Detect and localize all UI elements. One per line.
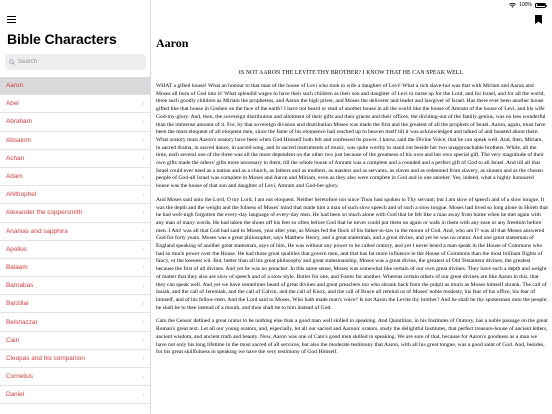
list-item-label: Daniel	[6, 391, 25, 399]
list-item-label: Abel	[6, 100, 19, 108]
list-item-label: Abraham	[6, 118, 32, 126]
article-view	[152, 0, 552, 414]
list-item-label: Alexander the coppersmith	[6, 209, 83, 217]
chevron-right-icon: ›	[142, 299, 145, 308]
chevron-right-icon: ›	[142, 263, 145, 272]
list-item[interactable]	[0, 168, 151, 186]
menu-icon[interactable]	[7, 16, 16, 23]
battery-percentage: 100%	[519, 2, 532, 8]
chevron-right-icon: ›	[142, 227, 145, 236]
chevron-right-icon: ›	[142, 245, 145, 254]
list-item-label: Ahithophel	[6, 191, 37, 199]
list-item-label: Belshazzar	[6, 318, 38, 326]
article-paragraph: And Moses said unto the Lord, O my Lord, I am not eloquent. Neither heretofore nor since Thou hast spoken to Thy servant; but I am slow of speech and of a slow tongue. It was the depth and the weight and the fulness of Moses' mind that made him a man of such slow speech and of such a slow tongue. Moses had lived so long alone in Horeb that he had well-nigh forgotten the every-day language of every-day men. He had been so much alone with God that he felt like a man away from home when he met again with any man of many words. He had taken the shoes off his feet so often before God that he never could put them on again or walk in them with any ease or any freedom before men. I Am! was all that God had said to Moses, year after year, as Moses fed the flock of his father-in-law in the mount of God. And, who am I? was all that Moses answered God for forty years. Moses was a great philosopher, says Matthew Henry, and a great statesman, and a great divine, and yet he was no orator. And one great statesman of England speaking of another great statesman, says of him, He was without any power to be called oratory, and yet I never heard a man speak in the House of Commons who had so much power over the House. He had those great qualities that govern men, and that has far more influence in the House of Commons than the most brilliant flights of fancy, or the keenest wit. But, better than all his great philosophy and great statesmanship, Moses was a great divine, the greatest of Old Testament divines; the greatest because the first of all divines. And yet he was no preacher. In this same sense, Moses was somewhat like certain of our own great divines. They have such a depth and weight of matter that they also are slow of speech and of a slow style. Butler for one, and Foster for another. Whereas certain others of our great divines are like Aaron in this, that they can speak well. And yet we have sometimes heard of great divines and great preachers too who shrank back from the pulpit as much as Moses himself shrank. The call of Isaiah, and the call of Jeremiah, and the call of Calvin, and the call of Knox, and the call of Bruce all remind us of Moses' noble modesty, his fear of his office, his fear of himself, and of his fellow-men. And the Lord said to Moses, Who hath made man's voice? Is not Aaron the Levite thy brother? And he shall be thy spokesman unto the people; he shall be to thee instead of a mouth, and thou shalt be to him instead of God.	[156, 196, 548, 311]
list-item[interactable]	[0, 313, 151, 331]
list-item-label: Absalom	[6, 136, 31, 144]
article-body	[156, 83, 548, 363]
list-item-label: Barzillai	[6, 300, 29, 308]
list-item[interactable]	[0, 223, 151, 241]
list-item[interactable]	[0, 241, 151, 259]
list-item-label: Apollos	[6, 245, 27, 253]
search-input[interactable]	[18, 59, 138, 65]
chevron-right-icon: ›	[142, 81, 145, 90]
article-paragraph: Cato the Censor defined a great orator to be nothing else than a good man well skilled in speaking. And Quintilian, in his Institutes of Oratory, has a noble passage on the great Roman's great text. Let all our young orators, and, especially, let all our sacred and Aaronic orators, study the delightful Institutes, that perfect treasure-house of ancient letters, ancient wisdom, and ancient truth and beauty. Now, Aaron was one of Cato's good men skilled in speaking. We are sure of that, because for Aaron's goodness as a man we have not only his long lifetime in the most sacred of all services, but also the moderate testimony that Aaron, with all his great tongue, was a good saint of God. And, besides, for his great skillfulness in speaking we have the very testimony of God Himself.	[156, 318, 548, 356]
list-item[interactable]	[0, 113, 151, 131]
list-item-label: Aaron	[6, 82, 24, 90]
article-paragraph: WHAT a gifted house! What an honour to that man of the house of Levi who took to wife a daughter of Levi! What a rich slave-hut was that with Miriam and Aaron and Moses all born of God into it! What splendid wages to have their such children as their son and daughter of Levi to nurse up for the Lord, and for Israel, and for all the world, three such goodly children as Miriam the prophetess, and Aaron the high priest, and Moses the deliverer and leader and lawgiver of Israel. Has there ever been another house gifted like that house in Goshen on the face of the earth? I have not heard or read of another house in all the world like the house of Amram of the house of Levi, and his wife God-my-glory. And, then, the sovereign distribution and allotment of their gifts and their graces and their offices, the dividing-out of the family genius, was no less wonderful than the immense amount of it. For, by that sovereign division and distribution Moses was made the first and the greatest of all the prophets of Israel. Aaron, again, must have been the most eloquent of all eloquent men, since the fame of his eloquence had reached up to heaven itself till it was acknowledged and talked of and boasted about there. What oratory must Aaron's oratory have been when God Himself both felt and confessed its power. I know, said the Divine Voice, that he can speak well. And, then, Miriam, in sacred drama, in sacred dance, in sacred song, and in sacred instruments of music, was quite worthy to stand out beside her two unapproachable brothers. While, all the time, each several one of the three was all the more dependent on the other two just because of the greatness of his own and her own special gift. The very magnitude of their own gifts made the others' gifts more necessary to them, till the whole house of Amram was a complete and a rounded and a perfect gift of God to all Israel. And till all that Israel could ever need as a nation and as a church, as fathers and as mothers, as masters and as servants, as slaves and as redeemed from slavery, as sinners and as the chosen people of God-all Israel was complete in Moses and Aaron and Miriam, even as they also were complete in God and in one another. Yes, indeed, what a highly honoured house was the house of that son and daughter of Levi, Amram and God-her-glory.	[156, 83, 546, 190]
chevron-right-icon: ›	[142, 354, 145, 363]
list-item[interactable]	[0, 350, 151, 368]
chevron-right-icon: ›	[142, 190, 145, 199]
article-title: Aaron	[156, 36, 189, 50]
chevron-right-icon: ›	[142, 281, 145, 290]
list-item-label: Balaam	[6, 263, 28, 271]
search-icon	[9, 59, 15, 65]
list-item[interactable]	[0, 186, 151, 204]
list-item[interactable]	[0, 295, 151, 313]
list-item-label: Cleopas and his companion	[6, 354, 85, 362]
list-item[interactable]	[0, 332, 151, 350]
list-item-label: Adam	[6, 173, 23, 181]
list-item-label: Cain	[6, 336, 20, 344]
chevron-right-icon: ›	[142, 154, 145, 163]
list-item[interactable]	[0, 368, 151, 386]
list-item-label: Ananias and sapphira	[6, 227, 68, 235]
list-item[interactable]	[0, 386, 151, 404]
list-item-label: Barnabas	[6, 282, 34, 290]
list-item-label: Cornelius	[6, 373, 33, 381]
list-item[interactable]	[0, 277, 151, 295]
chevron-right-icon: ›	[142, 172, 145, 181]
list-item[interactable]	[0, 259, 151, 277]
chevron-right-icon: ›	[142, 208, 145, 217]
chevron-right-icon: ›	[142, 117, 145, 126]
list-item[interactable]	[0, 204, 151, 222]
sidebar-title: Bible Characters	[7, 31, 117, 47]
chevron-right-icon: ›	[142, 136, 145, 145]
chevron-right-icon: ›	[142, 372, 145, 381]
chevron-right-icon: ›	[142, 390, 145, 399]
chevron-right-icon: ›	[142, 318, 145, 327]
article-heading: IS NOT AARON THE LEVITE THY BROTHER? I KNOW THAT HE CAN SPEAK WELL	[238, 70, 464, 76]
chevron-right-icon: ›	[142, 336, 145, 345]
chevron-right-icon: ›	[142, 99, 145, 108]
search-bar[interactable]	[5, 54, 146, 70]
list-item-label: Achan	[6, 154, 25, 162]
list-item[interactable]	[0, 95, 151, 113]
sidebar	[0, 0, 151, 414]
list-item[interactable]	[0, 150, 151, 168]
character-list	[0, 77, 151, 404]
list-item[interactable]	[0, 77, 151, 95]
list-item[interactable]	[0, 132, 151, 150]
